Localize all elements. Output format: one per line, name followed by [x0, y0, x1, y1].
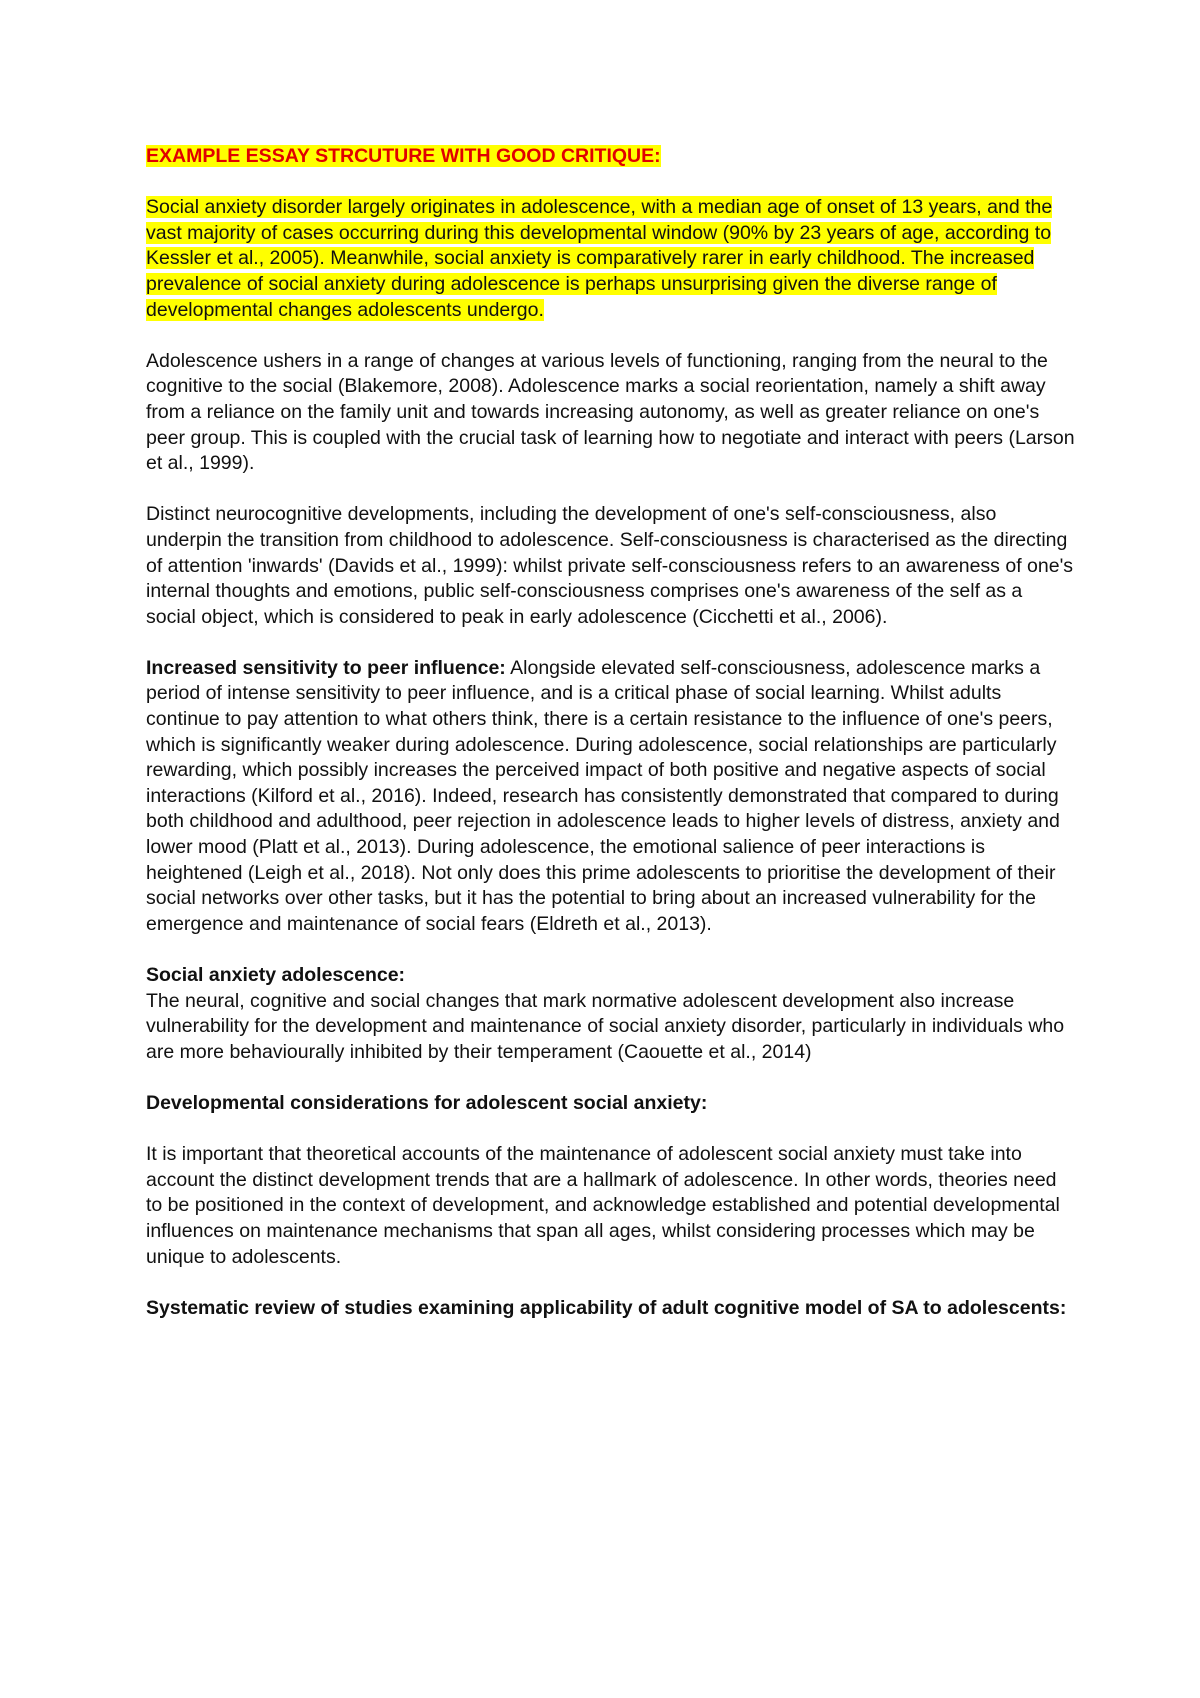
intro-paragraph — [146, 195, 1076, 323]
document-body — [146, 144, 1076, 1347]
paragraph-social-anxiety-adolescence: The neural, cognitive and social changes that mark normative adolescent development also increase vulnerability for the development and maintenance of social anxiety disorder, particularly in individuals who are more behaviourally inhibited by their temperament (Caouette et al., 2014) — [146, 989, 1065, 1063]
peer-influence-text: Alongside elevated self-consciousness, adolescence marks a period of intense sensitivity to peer influence, and is a critical phase of social learning. Whilst adults continue to pay attention to what others think, there is a certain resistance to the influence of one's peers, which is significantly weaker during adolescence. During adolescence, social relationships are particularly rewarding, which possibly increases the perceived impact of both positive and negative aspects of social interactions (Kilford et al., 2016). Indeed, research has consistently demonstrated that compared to during both childhood and adulthood, peer rejection in adolescence leads to higher levels of distress, anxiety and lower mood (Platt et al., 2013). During adolescence, the emotional salience of peer interactions is heightened (Leigh et al., 2018). Not only does this prime adolescents to prioritise the development of their social networks over other tasks, but it has the potential to bring about an increased vulnerability for the emergence and maintenance of social fears (Eldreth et al., 2013). — [146, 656, 1060, 935]
section-social-anxiety-adolescence — [146, 963, 1076, 1065]
heading-systematic-review: Systematic review of studies examining applicability of adult cognitive model of SA to adolescents: — [146, 1296, 1067, 1319]
heading-social-anxiety-adolescence: Social anxiety adolescence: — [146, 964, 406, 986]
paragraph-developmental-considerations: It is important that theoretical accounts of the maintenance of adolescent social anxiety must take into account the distinct development trends that are a hallmark of adolescence. In other words, theories need to be positioned in the context of development, and acknowledge established and potential developmental influences on maintenance mechanisms that span all ages, whilst considering processes which may be unique to adolescents. — [146, 1143, 1060, 1268]
heading-developmental-considerations: Developmental considerations for adolescent social anxiety: — [146, 1091, 708, 1114]
paragraph-neurocognitive: Distinct neurocognitive developments, including the development of one's self-consciousness, also underpin the transition from childhood to adolescence. Self-consciousness is characterised as the directing of attention 'inwards' (Davids et al., 1999): whilst private self-consciousness refers to an awareness of one's internal thoughts and emotions, public self-consciousness comprises one's awareness of the self as a social object, which is considered to peak in early adolescence (Cicchetti et al., 2006). — [146, 503, 1074, 628]
paragraph-peer-influence — [146, 656, 1076, 938]
peer-influence-lead: Increased sensitivity to peer influence: — [146, 656, 506, 679]
essay-title-text: EXAMPLE ESSAY STRCUTURE WITH GOOD CRITIQUE: — [146, 145, 661, 167]
essay-title — [146, 144, 1076, 170]
paragraph-adolescence-changes: Adolescence ushers in a range of changes at various levels of functioning, ranging from the neural to the cognitive to the social (Blakemore, 2008). Adolescence marks a social reorientation, namely a shift away from a reliance on the family unit and towards increasing autonomy, as well as greater reliance on one's peer group. This is coupled with the crucial task of learning how to negotiate and interact with peers (Larson et al., 1999). — [146, 349, 1075, 475]
intro-paragraph-text: Social anxiety disorder largely originates in adolescence, with a median age of onset of 13 years, and the vast majority of cases occurring during this developmental window (90% by 23 years of age, according to Kessler et al., 2005). Meanwhile, social anxiety is comparatively rarer in early childhood. The increased prevalence of social anxiety during adolescence is perhaps unsurprising given the diverse range of developmental changes adolescents undergo. — [146, 196, 1053, 321]
